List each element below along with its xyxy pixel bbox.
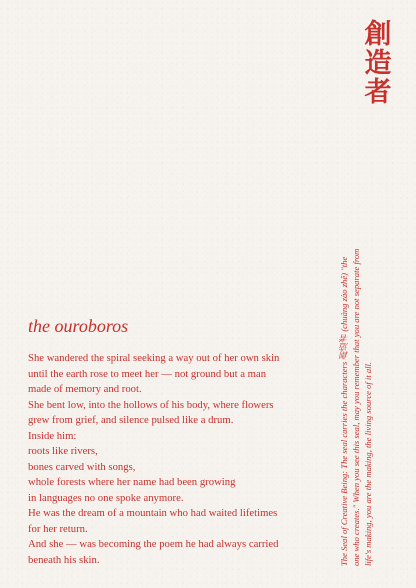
- poem-title: the ouroboros: [28, 316, 129, 336]
- poem-line: in languages no one spoke anymore.: [28, 491, 184, 504]
- poem-line: bones carved with songs,: [28, 460, 136, 473]
- poem-line: Inside him:: [28, 429, 77, 442]
- poem-line: whole forests where her name had been growing: [28, 476, 236, 488]
- seal-character: 造: [364, 48, 392, 79]
- poem-body: [28, 351, 328, 568]
- seal-caption: The Seal of Creative Being: The seal carries the characters 創造者 (chuàng zào zhě) "the one who creates." When you see this seal, may you remember that you are not separate from life's making, you are the making, the living source of it all.: [339, 248, 373, 566]
- poem-line: beneath his skin.: [28, 553, 100, 566]
- seal-stamp: [358, 20, 398, 107]
- poem-line: for her return.: [28, 522, 88, 535]
- poem-line: She bent low, into the hollows of his body, where flowers: [28, 398, 274, 411]
- poem-line: roots like rivers,: [28, 445, 98, 457]
- poem-line: And she — was becoming the poem he had always carried: [28, 538, 279, 550]
- seal-character: 創: [364, 19, 392, 50]
- poem-line: He was the dream of a mountain who had waited lifetimes: [28, 507, 278, 519]
- poem-line: made of memory and root.: [28, 383, 142, 395]
- seal-character: 者: [364, 77, 392, 108]
- poem-line: grew from grief, and silence pulsed like a drum.: [28, 414, 234, 426]
- poem-line: until the earth rose to meet her — not ground but a man: [28, 367, 267, 380]
- poem-line: She wandered the spiral seeking a way out of her own skin: [28, 352, 280, 364]
